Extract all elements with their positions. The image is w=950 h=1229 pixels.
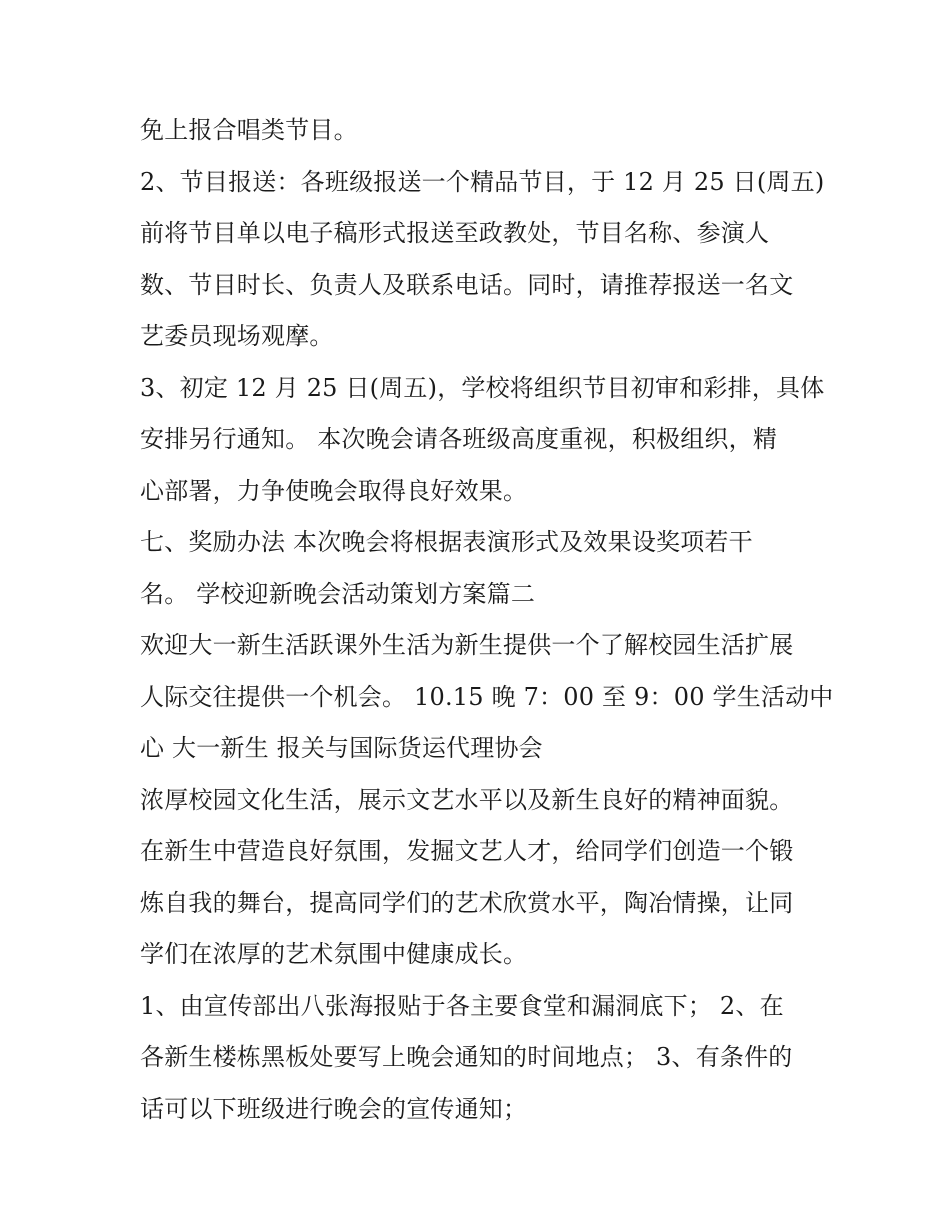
text-line: 前将节目单以电子稿形式报送至政教处，节目名称、参演人 [140,219,770,247]
text-line: 安排另行通知。 本次晚会请各班级高度重视，积极组织，精 [140,425,778,453]
text-line: 各新生楼栋黑板处要写上晚会通知的时间地点； 3、有条件的 [140,1043,793,1071]
text-line: 艺委员现场观摩。 [140,322,334,350]
text-line: 名。 学校迎新晚会活动策划方案篇二 [140,579,536,608]
text-line: 心部署，力争使晚会取得良好效果。 [140,476,528,505]
text-line: 炼自我的舞台，提高同学们的艺术欣赏水平，陶冶情操，让同 [140,888,794,917]
text-line: 浓厚校园文化生活，展示文艺水平以及新生良好的精神面貌。 [140,785,794,814]
document-body [140,108,834,1138]
text-line: 人际交往提供一个机会。 10.15 晚 7：00 至 9：00 学生活动中 [140,682,834,711]
text-line: 学们在浓厚的艺术氛围中健康成长。 [140,940,528,968]
text-line: 在新生中营造良好氛围，发掘文艺人才，给同学们创造一个锻 [140,837,794,865]
text-line: 七、奖励办法 本次晚会将根据表演形式及效果设奖项若干 [140,528,753,556]
text-line: 欢迎大一新生活跃课外生活为新生提供一个了解校园生活扩展 [140,631,794,659]
text-line: 3、初定 12 月 25 日(周五)，学校将组织节目初审和彩排，具体 [140,373,825,402]
text-line: 1、由宣传部出八张海报贴于各主要食堂和漏洞底下； 2、在 [140,991,784,1020]
text-line: 数、节目时长、负责人及联系电话。同时，请推荐报送一名文 [140,270,794,299]
text-line: 2、节目报送：各班级报送一个精品节目，于 12 月 25 日(周五) [140,167,825,196]
text-line: 免上报合唱类节目。 [140,116,358,144]
text-line: 心 大一新生 报关与国际货运代理协会 [140,734,543,762]
text-line: 话可以下班级进行晚会的宣传通知； [140,1094,528,1123]
